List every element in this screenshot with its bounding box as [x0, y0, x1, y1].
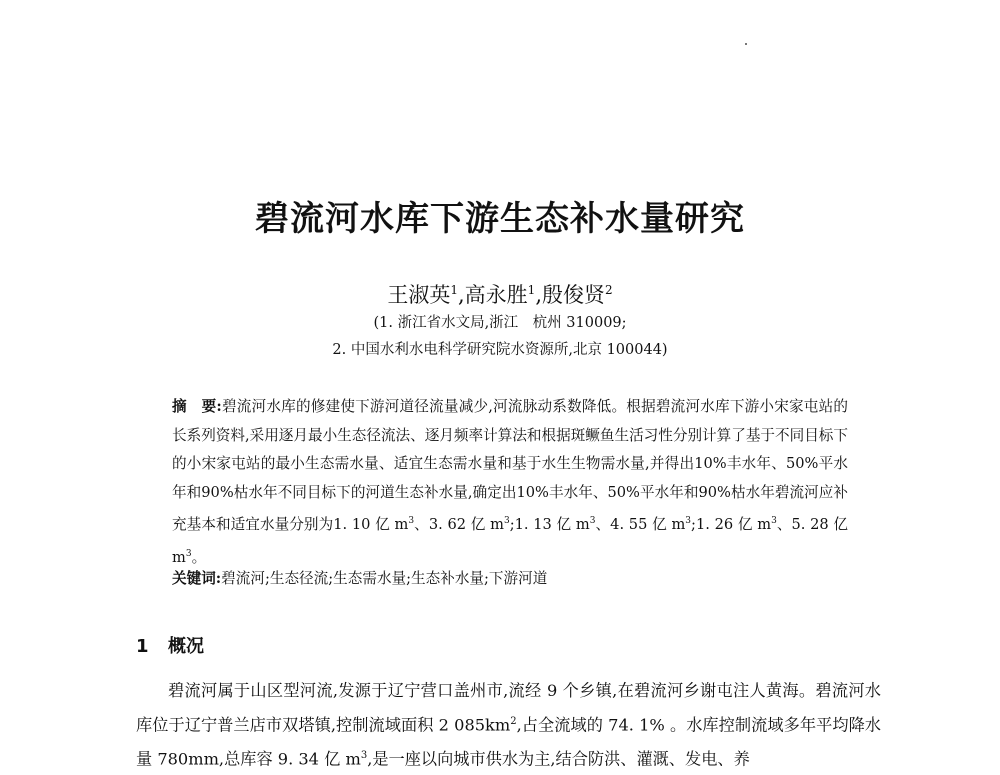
abstract-text: 、3. 62 亿 m: [414, 516, 504, 534]
author-separator: ,: [457, 283, 465, 307]
author-affiliation-mark: 1: [527, 283, 536, 297]
author-affiliation-mark: 2: [605, 283, 613, 297]
author-separator: ,: [535, 283, 542, 307]
superscript: 3: [360, 750, 368, 762]
section-title: 概况: [168, 636, 204, 657]
affiliation-1: (1. 浙江省水文局,浙江 杭州 310009;: [373, 315, 627, 331]
abstract: [172, 393, 848, 572]
author-name: 殷俊贤: [542, 283, 605, 307]
section-number: 1: [136, 636, 149, 657]
author-name: 王淑英: [387, 283, 451, 307]
body-text: ,占全流域的 74. 1% 。水库控制流域多年平均降水量 780mm,总库容 9. 34 亿 m: [136, 715, 881, 769]
body-text: ,是一座以向城市供水为主,结合防洪、灌溉、发电、养: [367, 749, 750, 769]
paper-title: 碧流河水库下游生态补水量研究: [255, 199, 745, 239]
scan-dot: [745, 43, 747, 45]
author-affiliation-mark: 1: [450, 283, 458, 297]
abstract-text: 、5. 28 亿 m: [172, 516, 849, 566]
keywords-text: 碧流河;生态径流;生态需水量;生态补水量;下游河道: [221, 570, 548, 587]
superscript: 3: [771, 516, 777, 527]
superscript: 3: [685, 516, 692, 527]
abstract-text: ;1. 26 亿 m: [691, 516, 772, 534]
superscript: 3: [589, 516, 596, 527]
abstract-label: 摘 要:: [172, 398, 222, 415]
superscript: 3: [408, 516, 415, 527]
author-name: 高永胜: [464, 283, 528, 307]
superscript: 2: [510, 716, 517, 727]
author-line: [0, 276, 1000, 309]
affiliation-2: 2. 中国水利水电科学研究院水资源所,北京 100044): [332, 342, 668, 358]
body-text: 碧流河属于山区型河流,发源于辽宁营口盖州市,流经 9 个乡镇,在碧流河乡谢屯注人黄海。碧流河水库位于辽宁普兰店市双塔镇,控制流域面积 2 085km: [136, 681, 881, 735]
abstract-text: 碧流河水库的修建使下游河道径流量减少,河流脉动系数降低。根据碧流河水库下游小宋家屯站的长系列资料,采用逐月最小生态径流法、逐月频率计算法和根据斑鳜鱼生活习性分别计算了基于不同目标下的小宋家屯站的最小生态需水量、适宜生态需水量和基于水生生物需水量,并得出10%丰水年、50%平水年和90%枯水年不同目标下的河道生态补水量,确定出10%丰水年、50%平水年和90%枯水年碧流河应补充基本和适宜水量分别为1. 10 亿 m: [172, 398, 848, 534]
abstract-text: 、4. 55 亿 m: [595, 516, 686, 534]
superscript: 3: [185, 548, 192, 559]
abstract-text: ;1. 13 亿 m: [509, 516, 590, 534]
section-heading: [136, 634, 204, 660]
keywords-label: 关键词:: [172, 570, 222, 587]
keywords: [172, 565, 848, 593]
superscript: 3: [503, 516, 510, 527]
abstract-text: 。: [191, 548, 207, 566]
